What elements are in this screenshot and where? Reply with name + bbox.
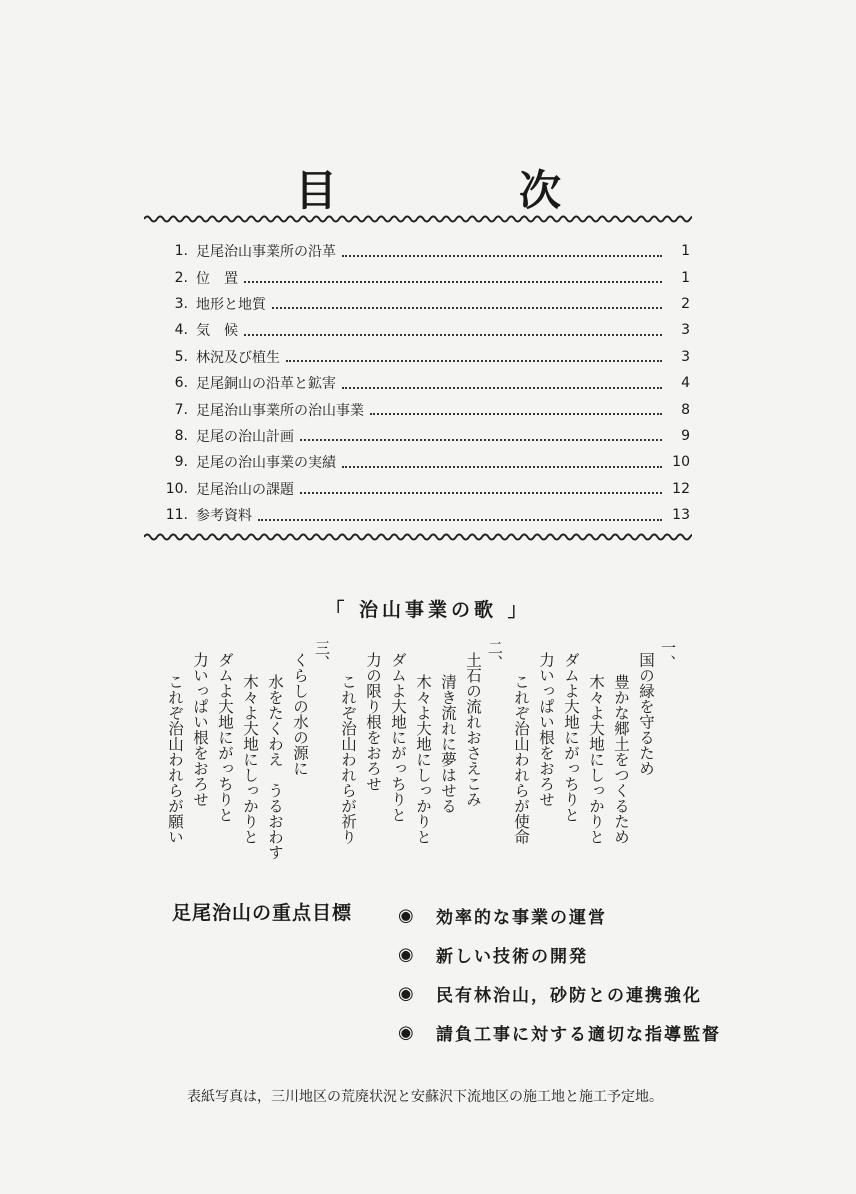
- toc-title: 足尾の治山計画: [196, 428, 294, 445]
- verse-line: これぞ治山われらが使命: [512, 674, 530, 845]
- goal-item: [398, 935, 721, 974]
- goal-text: 民有林治山，砂防との連携強化: [436, 986, 702, 1006]
- verse-line: 木々よ大地にしっかりと: [587, 674, 605, 845]
- toc-number: 4.: [174, 322, 188, 339]
- toc-row: [150, 238, 690, 264]
- wavy-divider-bottom: [144, 530, 692, 544]
- toc-leader-dots: [300, 491, 662, 494]
- toc-title: 足尾銅山の沿革と鉱害: [196, 376, 336, 393]
- goal-item: [398, 974, 721, 1013]
- bullet-icon: ◉: [398, 1022, 416, 1043]
- cover-photo-note: 表紙写真は，三川地区の荒廃状況と安蘇沢下流地区の施工地と施工予定地。: [187, 1089, 663, 1105]
- verse-line: 木々よ大地にしっかりと: [241, 674, 259, 845]
- toc-row: [150, 476, 690, 502]
- verse-line: これぞ治山われらが祈り: [339, 674, 357, 845]
- goal-item: [398, 1013, 721, 1052]
- toc-leader-dots: [342, 386, 662, 389]
- bullet-icon: ◉: [398, 983, 416, 1004]
- toc-title: 足尾の治山事業の実績: [196, 455, 336, 472]
- toc-leader-dots: [300, 438, 662, 441]
- page-title: 目 次: [294, 166, 631, 215]
- verse-number: 二、: [486, 640, 504, 670]
- verse-line: 豊かな郷土をつくるため: [612, 674, 630, 845]
- toc-page-number: 3: [681, 322, 690, 339]
- toc-row: [150, 423, 690, 449]
- verse-line: ダムよ大地にがっちりと: [389, 652, 407, 823]
- toc-page-number: 8: [681, 401, 690, 418]
- verse-line: これぞ治山われらが願い: [166, 674, 184, 845]
- toc-row: [150, 396, 690, 422]
- toc-leader-dots: [342, 254, 662, 257]
- toc-number: 10.: [165, 480, 188, 497]
- toc-title: 足尾治山事業所の治山事業: [196, 402, 364, 419]
- verse-number: 三、: [313, 640, 331, 670]
- verse-line: 力いっぱい根をおろせ: [191, 652, 209, 807]
- wavy-divider-top: [144, 212, 692, 226]
- toc-row: [150, 344, 690, 370]
- goal-text: 効率的な事業の運営: [436, 908, 607, 928]
- toc-page-number: 9: [681, 427, 690, 444]
- song-title: 「 治山事業の歌 」: [325, 599, 531, 621]
- verse-line: 清き流れに夢はせる: [439, 674, 457, 814]
- goals-list: [398, 896, 721, 1052]
- toc-leader-dots: [286, 359, 662, 362]
- toc-leader-dots: [272, 306, 662, 309]
- toc-row: [150, 370, 690, 396]
- verse-line: 力の限り根をおろせ: [364, 652, 382, 792]
- verse-line: ダムよ大地にがっちりと: [216, 652, 234, 823]
- verse-line: くらしの水の源に: [291, 652, 309, 776]
- toc-row: [150, 317, 690, 343]
- bullet-icon: ◉: [398, 905, 416, 926]
- table-of-contents: [150, 238, 690, 528]
- toc-number: 7.: [174, 401, 188, 418]
- song-verses: [160, 640, 680, 870]
- toc-number: 3.: [174, 295, 188, 312]
- toc-page-number: 12: [672, 480, 690, 497]
- toc-leader-dots: [370, 412, 662, 415]
- toc-page-number: 10: [672, 454, 690, 471]
- bullet-icon: ◉: [398, 944, 416, 965]
- toc-row: [150, 291, 690, 317]
- goal-text: 請負工事に対する適切な指導監督: [436, 1025, 721, 1045]
- verse-line: 土石の流れおさえこみ: [464, 652, 482, 807]
- verse-line: ダムよ大地にがっちりと: [562, 652, 580, 823]
- verse-number: 一、: [659, 640, 677, 670]
- toc-leader-dots: [244, 333, 662, 336]
- goal-item: [398, 896, 721, 935]
- toc-number: 8.: [174, 427, 188, 444]
- toc-leader-dots: [244, 280, 662, 283]
- toc-page-number: 3: [681, 348, 690, 365]
- toc-title: 林況及び植生: [196, 349, 280, 366]
- verse-line: 国の緑を守るため: [637, 652, 655, 776]
- toc-row: [150, 264, 690, 290]
- goal-text: 新しい技術の開発: [436, 947, 588, 967]
- toc-number: 11.: [165, 507, 188, 524]
- verse-line: 力いっぱい根をおろせ: [537, 652, 555, 807]
- toc-number: 1.: [174, 243, 188, 260]
- toc-page-number: 1: [681, 243, 690, 260]
- toc-number: 2.: [174, 269, 188, 286]
- toc-title: 足尾治山の課題: [196, 481, 294, 498]
- toc-title: 地形と地質: [196, 296, 266, 313]
- toc-row: [150, 449, 690, 475]
- toc-row: [150, 502, 690, 528]
- toc-title: 参考資料: [196, 508, 252, 525]
- toc-number: 9.: [174, 454, 188, 471]
- toc-title: 足尾治山事業所の沿革: [196, 244, 336, 261]
- toc-leader-dots: [258, 518, 662, 521]
- toc-number: 5.: [174, 348, 188, 365]
- toc-title: 位 置: [196, 270, 238, 287]
- toc-leader-dots: [342, 465, 662, 468]
- verse-line: 木々よ大地にしっかりと: [414, 674, 432, 845]
- toc-page-number: 4: [681, 375, 690, 392]
- toc-page-number: 1: [681, 269, 690, 286]
- goals-label: 足尾治山の重点目標: [172, 902, 353, 924]
- verse-line: 水をたくわえ うるおわす: [266, 674, 284, 860]
- toc-number: 6.: [174, 375, 188, 392]
- toc-page-number: 2: [681, 295, 690, 312]
- toc-page-number: 13: [672, 507, 690, 524]
- toc-title: 気 候: [196, 323, 238, 340]
